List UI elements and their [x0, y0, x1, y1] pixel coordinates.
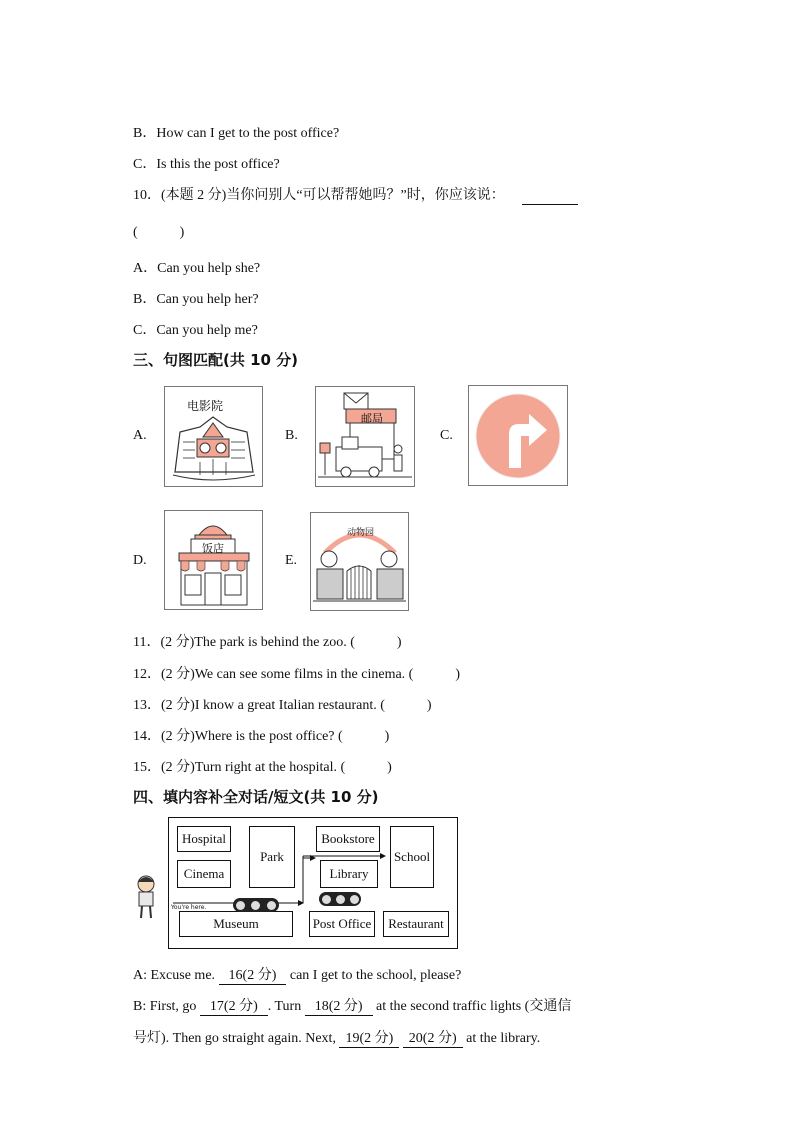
turn-right-icon — [469, 386, 567, 485]
map-hospital: Hospital — [177, 826, 231, 852]
zoo-caption: 动物园 — [347, 528, 375, 538]
blank-19[interactable]: 19(2 分) — [339, 1027, 399, 1048]
question-14: 14．(2 分)Where is the post office? ( ) — [133, 729, 390, 744]
line-b-end: at the second traffic lights (交通信 — [372, 999, 572, 1014]
line-b-start: B: First, go — [133, 999, 200, 1014]
q10-option-b: B．Can you help her? — [133, 292, 259, 307]
light-dot — [267, 901, 276, 910]
cinema-caption: 电影院 — [187, 399, 224, 413]
picture-d-letter: D. — [133, 553, 147, 568]
line-a-end: can I get to the school, please? — [286, 968, 462, 983]
q10-option-c: C．Can you help me? — [133, 323, 258, 338]
dialogue-line-c — [133, 1027, 540, 1048]
traffic-light-2 — [319, 892, 361, 906]
picture-e-letter: E. — [285, 553, 298, 568]
line-b-mid: . Turn — [267, 999, 305, 1014]
line-a-start: A: Excuse me. — [133, 968, 219, 983]
route-lines — [169, 818, 457, 948]
section4-title: 四、填内容补全对话/短文(共 10 分) — [133, 788, 379, 806]
zoo-picture — [310, 512, 409, 611]
dialogue-line-a — [133, 964, 461, 985]
line-c-end: at the library. — [462, 1031, 541, 1046]
map-bookstore: Bookstore — [316, 826, 380, 852]
picture-a-letter: A. — [133, 428, 147, 443]
map-museum: Museum — [179, 911, 293, 937]
picture-c-letter: C. — [440, 428, 453, 443]
map-school: School — [390, 826, 434, 888]
q10-paren: ( ) — [133, 225, 185, 240]
blank-16[interactable]: 16(2 分) — [219, 964, 287, 985]
street-map — [168, 817, 458, 949]
line-c-start: 号灯). Then go straight again. Next, — [133, 1031, 340, 1046]
question-15: 15．(2 分)Turn right at the hospital. ( ) — [133, 760, 392, 775]
cinema-picture — [164, 386, 263, 487]
blank-18[interactable]: 18(2 分) — [305, 995, 373, 1016]
blank-17[interactable]: 17(2 分) — [200, 995, 268, 1016]
map-park: Park — [249, 826, 295, 888]
question-12: 12．(2 分)We can see some films in the cinema. ( ) — [133, 667, 461, 682]
dialogue-line-b — [133, 995, 571, 1016]
question-11: 11．(2 分)The park is behind the zoo. ( ) — [133, 635, 402, 650]
blank-20[interactable]: 20(2 分) — [403, 1027, 463, 1048]
post-office-illustration — [316, 387, 414, 486]
picture-b-letter: B. — [285, 428, 298, 443]
restaurant-picture — [164, 510, 263, 610]
light-dot — [322, 895, 331, 904]
post-office-picture — [315, 386, 415, 487]
turn-right-sign — [468, 385, 568, 486]
map-restaurant: Restaurant — [383, 911, 449, 937]
map-cinema: Cinema — [177, 860, 231, 888]
light-dot — [236, 901, 245, 910]
restaurant-caption: 饭店 — [202, 542, 224, 555]
restaurant-illustration — [165, 511, 262, 609]
q9-option-b: B．How can I get to the post office? — [133, 126, 340, 141]
map-post-office: Post Office — [309, 911, 375, 937]
map-library: Library — [320, 860, 378, 888]
traffic-light-1 — [233, 898, 279, 912]
question-13: 13．(2 分)I know a great Italian restaurant. ( ) — [133, 698, 432, 713]
q10-option-a: A．Can you help she? — [133, 261, 261, 276]
you-are-here-label: You're here. — [171, 904, 207, 911]
q10-answer-line — [522, 188, 578, 205]
q10-question-text: 10．(本题 2 分)当你问别人“可以帮帮她吗？”时，你应该说： — [133, 188, 505, 203]
q9-option-c: C．Is this the post office? — [133, 157, 280, 172]
post-office-caption: 邮局 — [361, 412, 383, 425]
light-dot — [251, 901, 260, 910]
q10-question — [133, 184, 578, 205]
section3-title: 三、句图匹配(共 10 分) — [133, 351, 299, 369]
light-dot — [336, 895, 345, 904]
boy-icon — [132, 874, 160, 922]
light-dot — [350, 895, 359, 904]
